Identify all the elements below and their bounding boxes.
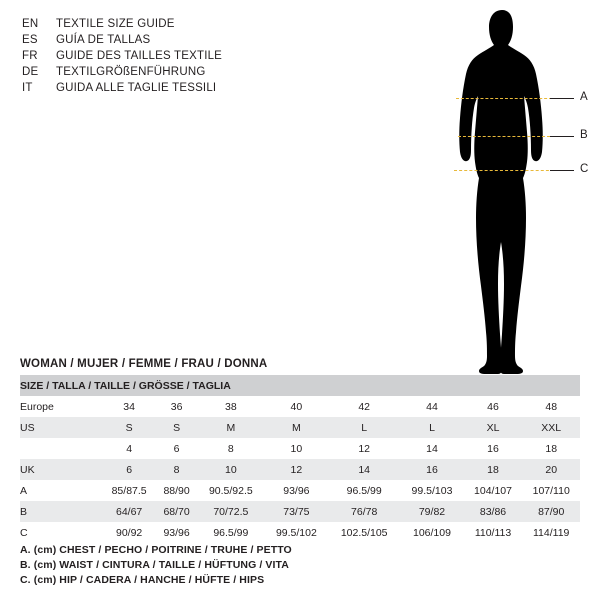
note-b: B. (cm) WAIST / CINTURA / TAILLE / HÜFTUNG / VITA bbox=[20, 559, 289, 571]
cell: 99.5/102 bbox=[265, 522, 328, 543]
language-code-en: EN bbox=[22, 18, 39, 30]
cell: 73/75 bbox=[265, 501, 328, 522]
cell: 102.5/105 bbox=[328, 522, 400, 543]
cell: L bbox=[328, 417, 400, 438]
row-label-uk: UK bbox=[20, 459, 102, 480]
cell: 12 bbox=[265, 459, 328, 480]
cell: 88/90 bbox=[156, 480, 197, 501]
table-caption: WOMAN / MUJER / FEMME / FRAU / DONNA bbox=[20, 358, 268, 370]
cell: 20 bbox=[522, 459, 580, 480]
cell: 8 bbox=[156, 459, 197, 480]
table-row bbox=[20, 459, 580, 480]
row-label-a: A bbox=[20, 480, 102, 501]
table-row bbox=[20, 501, 580, 522]
female-silhouette-figure bbox=[430, 8, 590, 378]
table-row bbox=[20, 396, 580, 417]
row-label-c: C bbox=[20, 522, 102, 543]
leader-line-b bbox=[550, 136, 574, 137]
cell: M bbox=[265, 417, 328, 438]
cell: 85/87.5 bbox=[102, 480, 156, 501]
measure-label-c: C bbox=[580, 163, 589, 175]
cell: 68/70 bbox=[156, 501, 197, 522]
language-code-fr: FR bbox=[22, 50, 38, 62]
cell: 70/72.5 bbox=[197, 501, 265, 522]
cell: 4 bbox=[102, 438, 156, 459]
cell: 90/92 bbox=[102, 522, 156, 543]
measure-line-waist bbox=[458, 136, 550, 137]
cell: 64/67 bbox=[102, 501, 156, 522]
cell: 8 bbox=[197, 438, 265, 459]
language-row-fr bbox=[22, 48, 222, 64]
silhouette-icon bbox=[430, 8, 590, 378]
cell: S bbox=[102, 417, 156, 438]
cell: 42 bbox=[328, 396, 400, 417]
language-row-es bbox=[22, 32, 222, 48]
leader-line-a bbox=[550, 98, 574, 99]
language-text-it: GUIDA ALLE TAGLIE TESSILI bbox=[56, 82, 217, 94]
cell: 48 bbox=[522, 396, 580, 417]
measure-label-b: B bbox=[580, 129, 588, 141]
cell: 16 bbox=[464, 438, 523, 459]
language-row-de bbox=[22, 64, 222, 80]
measurement-notes bbox=[20, 543, 292, 588]
language-text-fr: GUIDE DES TAILLES TEXTILE bbox=[56, 50, 223, 62]
cell: 44 bbox=[400, 396, 463, 417]
measure-line-hip bbox=[454, 170, 554, 171]
cell: XXL bbox=[522, 417, 580, 438]
row-label-us-numeric bbox=[20, 438, 102, 459]
cell: 14 bbox=[328, 459, 400, 480]
table-row bbox=[20, 522, 580, 543]
table-header-cell: SIZE / TALLA / TAILLE / GRÖSSE / TAGLIA bbox=[20, 375, 580, 396]
cell: 10 bbox=[197, 459, 265, 480]
cell: 34 bbox=[102, 396, 156, 417]
cell: 96.5/99 bbox=[197, 522, 265, 543]
cell: 36 bbox=[156, 396, 197, 417]
cell: 76/78 bbox=[328, 501, 400, 522]
cell: 14 bbox=[400, 438, 463, 459]
cell: 104/107 bbox=[464, 480, 523, 501]
language-text-de: TEXTILGRÖßENFÜHRUNG bbox=[56, 66, 206, 78]
cell: 93/96 bbox=[156, 522, 197, 543]
note-c: C. (cm) HIP / CADERA / HANCHE / HÜFTE / HIPS bbox=[20, 574, 265, 586]
cell: 96.5/99 bbox=[328, 480, 400, 501]
language-header bbox=[22, 16, 222, 96]
table-row bbox=[20, 438, 580, 459]
language-code-it: IT bbox=[22, 82, 33, 94]
table-row bbox=[20, 417, 580, 438]
cell: 18 bbox=[522, 438, 580, 459]
cell: 107/110 bbox=[522, 480, 580, 501]
cell: 114/119 bbox=[522, 522, 580, 543]
row-label-us: US bbox=[20, 417, 102, 438]
language-text-es: GUÍA DE TALLAS bbox=[56, 34, 151, 46]
table-row bbox=[20, 480, 580, 501]
cell: 106/109 bbox=[400, 522, 463, 543]
cell: 16 bbox=[400, 459, 463, 480]
cell: L bbox=[400, 417, 463, 438]
cell: 110/113 bbox=[464, 522, 523, 543]
row-label-europe: Europe bbox=[20, 396, 102, 417]
cell: 10 bbox=[265, 438, 328, 459]
cell: 18 bbox=[464, 459, 523, 480]
language-text-en: TEXTILE SIZE GUIDE bbox=[56, 18, 175, 30]
cell: 12 bbox=[328, 438, 400, 459]
cell: S bbox=[156, 417, 197, 438]
size-table bbox=[20, 375, 580, 543]
cell: 6 bbox=[156, 438, 197, 459]
cell: 87/90 bbox=[522, 501, 580, 522]
note-a: A. (cm) CHEST / PECHO / POITRINE / TRUHE / PETTO bbox=[20, 544, 292, 556]
language-code-de: DE bbox=[22, 66, 39, 78]
row-label-b: B bbox=[20, 501, 102, 522]
cell: 6 bbox=[102, 459, 156, 480]
measure-line-chest bbox=[456, 98, 552, 99]
cell: 93/96 bbox=[265, 480, 328, 501]
cell: XL bbox=[464, 417, 523, 438]
cell: 99.5/103 bbox=[400, 480, 463, 501]
cell: 38 bbox=[197, 396, 265, 417]
cell: 79/82 bbox=[400, 501, 463, 522]
cell: 83/86 bbox=[464, 501, 523, 522]
measure-label-a: A bbox=[580, 91, 588, 103]
language-code-es: ES bbox=[22, 34, 38, 46]
cell: M bbox=[197, 417, 265, 438]
cell: 90.5/92.5 bbox=[197, 480, 265, 501]
cell: 46 bbox=[464, 396, 523, 417]
cell: 40 bbox=[265, 396, 328, 417]
table-header-row bbox=[20, 375, 580, 396]
leader-line-c bbox=[550, 170, 574, 171]
language-row-it bbox=[22, 80, 222, 96]
language-row-en bbox=[22, 16, 222, 32]
